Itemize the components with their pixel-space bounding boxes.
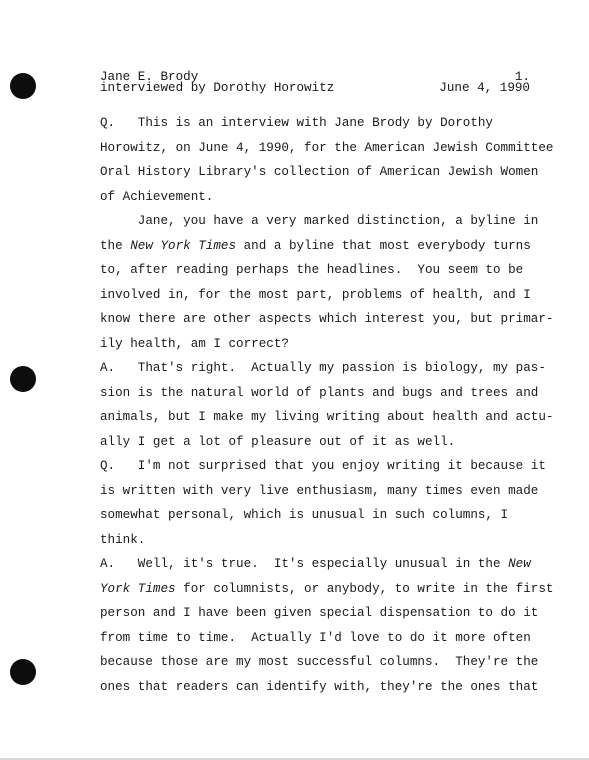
- line-text: know there are other aspects which interest you, but primar-: [100, 312, 554, 326]
- transcript-line: [100, 557, 532, 571]
- punch-hole: [10, 366, 36, 392]
- transcript-line: [100, 679, 539, 694]
- transcript-line: [100, 483, 539, 498]
- line-text: think.: [100, 532, 146, 547]
- punch-hole: [10, 73, 36, 99]
- page-number: 1.: [514, 70, 530, 84]
- transcript-line: [100, 361, 546, 375]
- line-text: Q. I'm not surprised that you enjoy writing it because it: [100, 459, 546, 473]
- line-text: Horowitz, on June 4, 1990, for the American Jewish Committee: [100, 140, 554, 155]
- line-text: sion is the natural world of plants and bugs and trees and: [100, 385, 539, 400]
- line-text: is written with very live enthusiasm, many times even made: [100, 483, 539, 498]
- transcript-line: [100, 337, 532, 351]
- transcript-line: [100, 410, 554, 424]
- line-text: the: [100, 238, 131, 253]
- transcript-line: [100, 606, 539, 620]
- header-date: June 4, 1990: [439, 81, 530, 95]
- line-text: animals, but I make my living writing about health and actu-: [100, 410, 554, 424]
- transcript-line: [100, 190, 532, 204]
- line-text: for columnists, or anybody, to write in the first: [175, 581, 554, 596]
- line-text: of Achievement.: [100, 189, 214, 204]
- line-text: somewhat personal, which is unusual in such columns, I: [100, 508, 509, 522]
- line-text: A. Well, it's true. It's especially unusual in the: [100, 557, 509, 571]
- transcript-line: [100, 508, 532, 522]
- line-text: ily health, am I correct?: [100, 336, 289, 351]
- line-text: from time to time. Actually I'd love to do it more often: [100, 630, 531, 645]
- transcript-line: [100, 581, 554, 596]
- header-name: Jane E. Brody: [100, 70, 199, 84]
- transcript-line: [100, 631, 532, 645]
- transcript-line: [100, 288, 532, 302]
- transcript-line: [100, 239, 532, 253]
- transcript-line: [100, 312, 554, 326]
- transcript-line: [100, 263, 532, 277]
- transcript-line: [100, 214, 539, 228]
- transcript-line: [100, 459, 546, 473]
- line-text: because those are my most successful columns. They're the: [100, 655, 539, 669]
- italic-text: New York Times: [130, 238, 237, 253]
- italic-text: York Times: [100, 581, 176, 596]
- header-interviewer: interviewed by Dorothy Horowitz: [100, 81, 335, 95]
- line-text: to, after reading perhaps the headlines. You seem to be: [100, 263, 524, 277]
- punch-hole: [10, 659, 36, 685]
- transcript-line: [100, 140, 554, 155]
- line-text: ones that readers can identify with, they're the ones that: [100, 679, 539, 694]
- line-text: Jane, you have a very marked distinction, a byline in: [100, 214, 539, 228]
- line-text: involved in, for the most part, problems of health, and I: [100, 287, 531, 302]
- line-text: ally I get a lot of pleasure out of it as well.: [100, 434, 456, 449]
- line-text: Q. This is an interview with Jane Brody by Dorothy: [100, 116, 493, 130]
- line-text: person and I have been given special dispensation to do it: [100, 606, 539, 620]
- transcript-line: [100, 165, 539, 179]
- italic-text: New: [508, 557, 531, 571]
- transcript-line: [100, 533, 532, 547]
- transcript-line: [100, 435, 532, 449]
- transcript-line: [100, 116, 532, 130]
- line-text: Oral History Library's collection of American Jewish Women: [100, 165, 539, 179]
- line-text: A. That's right. Actually my passion is biology, my pas-: [100, 361, 546, 375]
- transcript-line: [100, 655, 539, 669]
- line-text: and a byline that most everybody turns: [236, 238, 531, 253]
- transcript-line: [100, 385, 539, 400]
